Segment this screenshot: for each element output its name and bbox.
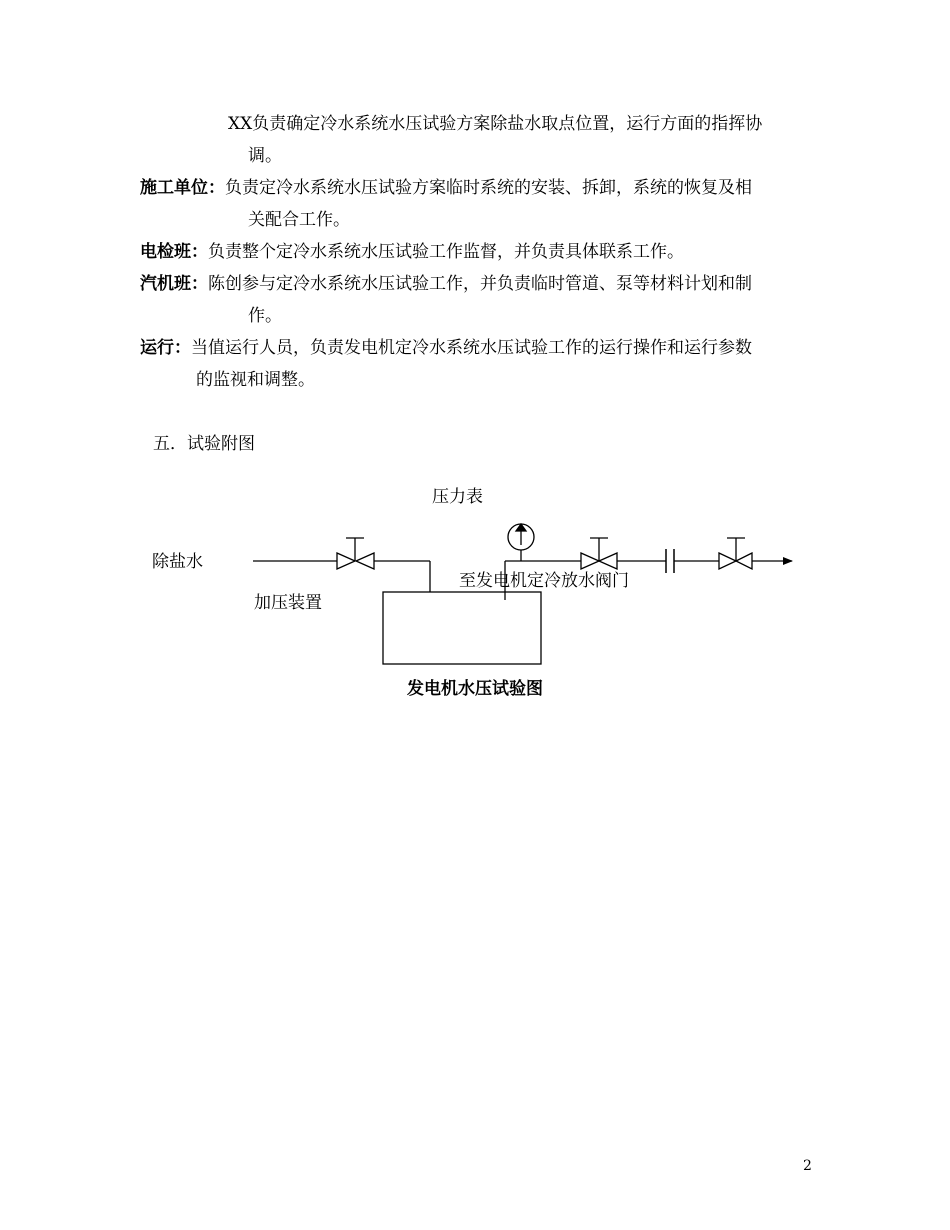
turbine-team-label: 汽机班： [140, 274, 208, 294]
page-number: 2 [803, 1158, 812, 1174]
operation-label: 运行： [140, 338, 191, 358]
operation-line-1: 运行：当值运行人员，负责发电机定冷水系统水压试验工作的运行操作和运行参数 [140, 338, 752, 358]
electrical-inspection-label: 电检班： [140, 242, 208, 262]
construction-unit-line-1: 施工单位：负责定冷水系统水压试验方案临时系统的安装、拆卸，系统的恢复及相 [140, 178, 752, 198]
xx-responsibility-line-2: 调。 [248, 146, 282, 166]
diagram-caption: 发电机水压试验图 [407, 679, 543, 699]
to-drain-valve-label: 至发电机定冷放水阀门 [459, 571, 629, 591]
pressure-gauge-label: 压力表 [432, 487, 483, 507]
flange-icon [666, 549, 674, 573]
operation-line-2: 的监视和调整。 [196, 370, 315, 390]
demineralized-water-label: 除盐水 [152, 552, 203, 572]
xx-responsibility-line-1: XX负责确定冷水系统水压试验方案除盐水取点位置，运行方面的指挥协 [228, 114, 763, 134]
pressurizing-device-label: 加压装置 [254, 593, 322, 613]
pressurizing-device-tank [383, 592, 541, 664]
turbine-team-line-1: 汽机班：陈创参与定冷水系统水压试验工作，并负责临时管道、泵等材料计划和制 [140, 274, 752, 294]
inlet-pipe [253, 561, 430, 592]
drain-valve-icon [719, 538, 752, 569]
electrical-inspection-line: 电检班：负责整个定冷水系统水压试验工作监督，并负责具体联系工作。 [140, 242, 684, 262]
outlet-valve-icon [581, 538, 617, 569]
construction-unit-line-2: 关配合工作。 [248, 210, 350, 230]
construction-unit-label: 施工单位： [140, 178, 225, 198]
turbine-team-line-2: 作。 [248, 306, 282, 326]
pressure-gauge-icon [508, 524, 534, 561]
inlet-valve-icon [337, 538, 374, 569]
section-title: 五．试验附图 [153, 434, 255, 454]
